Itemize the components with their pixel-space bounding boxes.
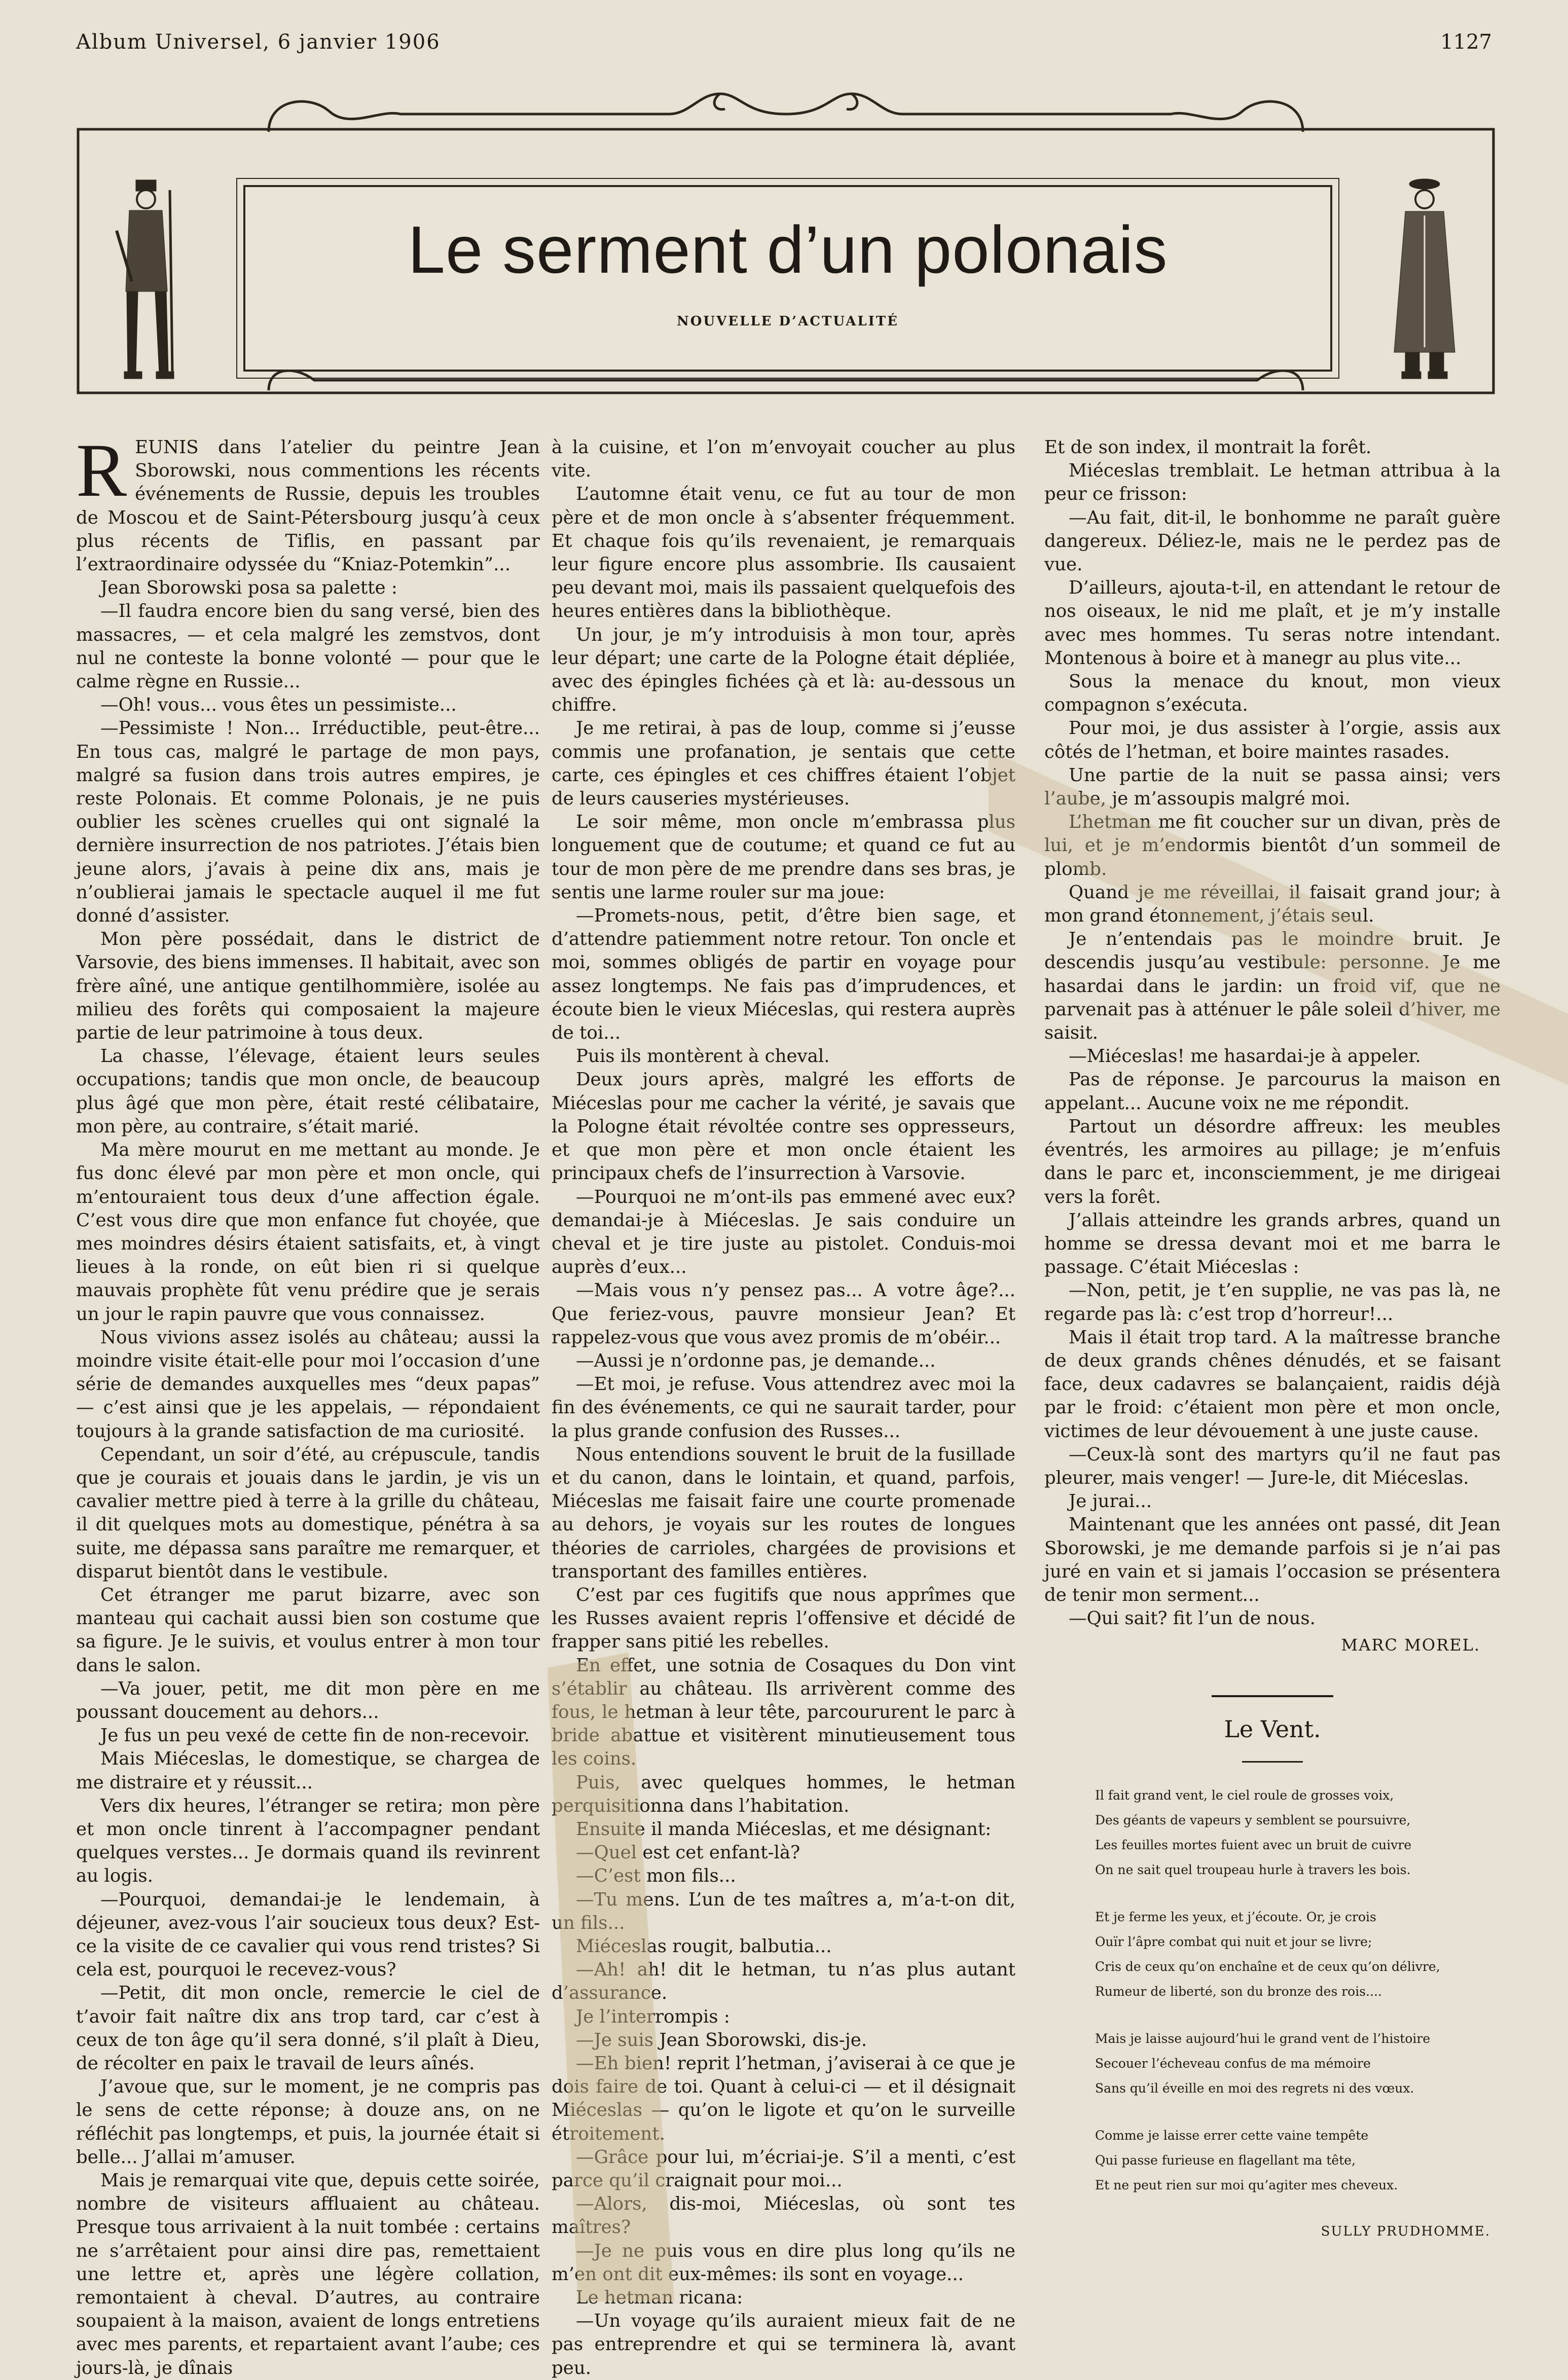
paragraph: Une partie de la nuit se passa ainsi; vers l’aube, je m’assoupis malgré moi.: [1044, 764, 1501, 810]
paragraph: Nous vivions assez isolés au château; aussi la moindre visite était-elle pour moi l’occasion d’une série de demandes auxquelles mes “deux papas” — c’est ainsi que je les appelais, — répondaient toujours à la grande satisfaction de ma curiosité.: [76, 1327, 540, 1442]
page-number: 1127: [1440, 30, 1492, 54]
poem-stanza: [1095, 1783, 1501, 1882]
title-ornament-panel: [76, 84, 1496, 398]
poem-title-rule: [1242, 1761, 1303, 1763]
paragraph: Je n’entendais pas le moindre bruit. Je descendis jusqu’au vestibule: personne. Je me hasardai dans le jardin: un froid vif, que ne parvenait pas à atténuer le pâle soleil d’hiver, me saisit.: [1044, 929, 1501, 1044]
paragraph: Mais il était trop tard. A la maîtresse branche de deux grands chênes dénudés, et se faisant face, deux cadavres se balançaient, raidis déjà par le froid: c’étaient mon père et mon oncle, victimes de leur dévouement à une juste cause.: [1044, 1327, 1501, 1442]
paragraph: Le soir même, mon oncle m’embrassa plus longuement que de coutume; et quand ce fut au tour de mon père de me prendre dans ses bras, je sentis une larme rouler sur ma joue:: [552, 812, 1015, 903]
paragraph: Nous entendions souvent le bruit de la fusillade et du canon, dans le lointain, et quand, parfois, Miéceslas me faisait faire une courte promenade au dehors, je voyais sur les routes de longues théories de carrioles, chargées de provisions et transportant des familles entières.: [552, 1444, 1015, 1582]
story-author: MARC MOREL.: [1341, 1635, 1480, 1655]
paragraph: —Je ne puis vous en dire plus long qu’ils ne m’en ont dit eux-mêmes: ils sont en voyage...: [552, 2240, 1015, 2285]
poem-stanza: [1095, 2026, 1501, 2101]
paragraph: —Ceux-là sont des martyrs qu’il ne faut pas pleurer, mais venger! — Jure-le, dit Miéceslas.: [1044, 1444, 1501, 1488]
poem-line: Qui passe furieuse en flagellant ma tête,: [1095, 2152, 1356, 2168]
paragraph: Partout un désordre affreux: les meubles éventrés, les armoires au pillage; je m’enfuis dans le parc et, inconsciemment, je me dirigeai vers la forêt.: [1044, 1116, 1501, 1207]
paragraph: —Petit, dit mon oncle, remercie le ciel de t’avoir fait naître dix ans trop tard, car c’est à ceux de ton âge qu’il sera donné, s’il plaît à Dieu, de récolter en paix le travail de leurs aînés.: [76, 1983, 540, 2074]
title-box: [243, 185, 1332, 372]
paragraph: —Ah! ah! dit le hetman, tu n’as plus autant d’assurance.: [552, 1959, 1015, 2004]
paragraph: Puis ils montèrent à cheval.: [576, 1046, 830, 1067]
paragraph: L’automne était venu, ce fut au tour de mon père et de mon oncle à s’absenter fréquemment. Et chaque fois qu’ils revenaient, je remarquais leur figure encore plus assombrie. Ils causaient peu devant moi, mais ils passaient quelquefois des heures entières dans la bibliothèque.: [552, 484, 1015, 622]
article-column-2: [552, 436, 1015, 2378]
paragraph: J’avoue que, sur le moment, je ne compris pas le sens de cette réponse; à douze ans, on ne réfléchit pas longtemps, et puis, la journée était si belle... J’allai m’amuser.: [76, 2076, 540, 2168]
paragraph: —Alors, dis-moi, Miéceslas, où sont tes maîtres?: [552, 2193, 1015, 2238]
article-column-3: [1044, 436, 1501, 2261]
paragraph: Mon père possédait, dans le district de Varsovie, des biens immenses. Il habitait, avec son frère aîné, une antique gentilhommière, isolée au milieu des forêts qui composaient la majeure partie de leur patrimoine à tous deux.: [76, 929, 540, 1044]
paragraph: REUNIS dans l’atelier du peintre Jean Sborowski, nous commentions les récents événements de Russie, depuis les troubles de Moscou et de Saint-Pétersbourg jusqu’à ceux plus récents de Tiflis, en passant par l’extraordinaire odyssée du “Kniaz-Potemkin”...: [76, 428, 540, 575]
paragraph: Cet étranger me parut bizarre, avec son manteau qui cachait aussi bien son costume que sa figure. Je le suivis, et voulus entrer à mon tour dans le salon.: [76, 1584, 540, 1676]
paragraph: Pour moi, je dus assister à l’orgie, assis aux côtés de l’hetman, et boire maintes rasades.: [1044, 718, 1501, 762]
paragraph: Quand je me réveillai, il faisait grand jour; à mon grand étonnement, j’étais seul.: [1044, 882, 1501, 927]
paragraph: —Pessimiste ! Non... Irréductible, peut-être... En tous cas, malgré le partage de mon pays, malgré sa fusion dans trois autres empires, je reste Polonais. Et comme Polonais, je ne puis oublier les scènes cruelles qui ont signalé la dernière insurrection de nos patriotes. J’étais bien jeune alors, j’avais à peine dix ans, mais je n’oublierai jamais le spectacle auquel il me fut donné d’assister.: [76, 718, 540, 927]
dropcap: R: [76, 428, 127, 512]
paragraph: En effet, une sotnia de Cosaques du Don vint s’établir au château. Ils arrivèrent comme des fous, le hetman à leur tête, parcoururent le parc à bride abattue et visitèrent minutieusement tous les coins.: [552, 1655, 1015, 1770]
poem-author: SULLY PRUDHOMME.: [1321, 2223, 1490, 2239]
paragraph: Pas de réponse. Je parcourus la maison en appelant... Aucune voix ne me répondit.: [1044, 1069, 1501, 1114]
paragraph: Le hetman ricana:: [576, 2287, 743, 2309]
page-title: Le serment d’un polonais: [408, 212, 1168, 287]
paragraph: —Je suis Jean Sborowski, dis-je.: [576, 2029, 867, 2051]
paragraph: —Qui sait? fit l’un de nous.: [1069, 1608, 1316, 1629]
poem-stanza: [1095, 2123, 1501, 2198]
paragraph: —Promets-nous, petit, d’être bien sage, et d’attendre patiemment notre retour. Ton oncle et moi, sommes obligés de partir en voyage pour assez longtemps. Ne fais pas d’imprudences, et écoute bien le vieux Miéceslas, qui restera auprès de toi...: [552, 905, 1015, 1044]
paragraph: —Grâce pour lui, m’écriai-je. S’il a menti, c’est parce qu’il craignait pour moi...: [552, 2146, 1015, 2191]
paragraph: —Va jouer, petit, me dit mon père en me poussant doucement au dehors...: [76, 1678, 540, 1723]
paragraph: —Non, petit, je t’en supplie, ne vas pas là, ne regarde pas là: c’est trop d’horreur!...: [1044, 1280, 1501, 1325]
paragraph: —Mais vous n’y pensez pas... A votre âge?... Que feriez-vous, pauvre monsieur Jean? Et rappelez-vous que vous avez promis de m’obéir...: [552, 1280, 1015, 1348]
poem-line: On ne sait quel troupeau hurle à travers les bois.: [1095, 1862, 1411, 1877]
poem-line: Les feuilles mortes fuient avec un bruit de cuivre: [1095, 1837, 1412, 1852]
paragraph: C’est par ces fugitifs que nous apprîmes que les Russes avaient repris l’offensive et décidé de frapper sans pitié les rebelles.: [552, 1584, 1015, 1653]
paragraph: —Oh! vous... vous êtes un pessimiste...: [100, 694, 457, 716]
poem-line: Rumeur de liberté, son du bronze des rois....: [1095, 1984, 1382, 1999]
paragraph: —Aussi je n’ordonne pas, je demande...: [576, 1350, 936, 1371]
paragraph: Un jour, je m’y introduisis à mon tour, après leur départ; une carte de la Pologne était dépliée, avec des épingles fichées çà et là: au-dessous un chiffre.: [552, 624, 1015, 716]
paragraph: Je me retirai, à pas de loup, comme si j’eusse commis une profanation, je sentais que cette carte, ces épingles et ces chiffres étaient l’objet de leurs causeries mystérieuses.: [552, 718, 1015, 810]
paragraph: Et de son index, il montrait la forêt.: [1044, 437, 1372, 458]
poem-line: Ouïr l’âpre combat qui nuit et jour se livre;: [1095, 1934, 1372, 1949]
running-head: [76, 30, 1492, 61]
paragraph: Je fus un peu vexé de cette fin de non-recevoir.: [100, 1725, 530, 1746]
paragraph: —Tu mens. L’un de tes maîtres a, m’a-t-on dit, un fils...: [552, 1889, 1015, 1933]
article-column-1: [76, 428, 540, 2378]
paragraph: —Pourquoi ne m’ont-ils pas emmené avec eux? demandai-je à Miéceslas. Je sais conduire un cheval et je tire juste au pistolet. Conduis-moi auprès d’eux...: [552, 1186, 1015, 1278]
paragraph: Cependant, un soir d’été, au crépuscule, tandis que je courais et jouais dans le jardin, je vis un cavalier mettre pied à terre à la grille du château, il dit quelques mots au domestique, pénétra à sa suite, me dépassa sans paraître me remarquer, et disparut bientôt dans le vestibule.: [76, 1444, 540, 1582]
poem-line: Mais je laisse aujourd’hui le grand vent de l’histoire: [1095, 2031, 1431, 2046]
paragraph: J’allais atteindre les grands arbres, quand un homme se dressa devant moi et me barra le passage. C’était Miéceslas :: [1044, 1210, 1501, 1278]
poem-line: Secouer l’écheveau confus de ma mémoire: [1095, 2056, 1371, 2071]
paragraph: D’ailleurs, ajouta-t-il, en attendant le retour de nos oiseaux, le nid me plaît, et je m’y installe avec mes hommes. Tu seras notre intendant. Montenous à boire et à manegr au plus vite...: [1044, 577, 1501, 669]
paragraph: —Au fait, dit-il, le bonhomme ne paraît guère dangereux. Déliez-le, mais ne le perdez pas de vue.: [1044, 507, 1501, 575]
paragraph: Je jurai...: [1069, 1491, 1152, 1512]
section-divider: [1212, 1695, 1333, 1697]
paragraph: —C’est mon fils...: [576, 1865, 736, 1887]
paragraph: Ma mère mourut en me mettant au monde. Je fus donc élevé par mon père et mon oncle, qui m’entouraient tous deux d’une affection égale. C’est vous dire que mon enfance fut choyée, que mes moindres désirs étaient satisfaits, et, à vingt lieues à la ronde, on eût bien ri si quelque mauvais prophète fût venu prédire que je serais un jour le rapin pauvre que vous connaissez.: [76, 1140, 540, 1325]
poem-line: Et je ferme les yeux, et j’écoute. Or, je crois: [1095, 1909, 1376, 1924]
paragraph: Vers dix heures, l’étranger se retira; mon père et mon oncle tinrent à l’accompagner pendant quelques verstes... Je dormais quand ils revinrent au logis.: [76, 1795, 540, 1887]
story-subtitle: NOUVELLE D’ACTUALITÉ: [677, 314, 899, 329]
soldier-illustration-right: [1374, 170, 1475, 388]
paragraph: —Pourquoi, demandai-je le lendemain, à déjeuner, avez-vous l’air soucieux tous deux? Est-ce la visite de ce cavalier qui vous rend tristes? Si cela est, pourquoi le recevez-vous?: [76, 1889, 540, 1981]
running-head-publication: Album Universel, 6 janvier 1906: [76, 30, 441, 54]
paragraph: Miéceslas rougit, balbutia...: [576, 1936, 832, 1957]
paragraph: Miéceslas tremblait. Le hetman attribua à la peur ce frisson:: [1044, 460, 1501, 505]
poem-line: Des géants de vapeurs y semblent se poursuivre,: [1095, 1812, 1411, 1827]
poem-line: Et ne peut rien sur moi qu’agiter mes cheveux.: [1095, 2177, 1398, 2192]
paragraph: —Et moi, je refuse. Vous attendrez avec moi la fin des événements, ce qui ne saurait tarder, pour la plus grande confusion des Russes...: [552, 1374, 1015, 1442]
poem-line: Sans qu’il éveille en moi des regrets ni des vœux.: [1095, 2080, 1414, 2096]
paragraph: —Il faudra encore bien du sang versé, bien des massacres, — et cela malgré les zemstvos, dont nul ne conteste la bonne volonté — pour que le calme règne en Russie...: [76, 601, 540, 692]
paragraph: —Miéceslas! me hasardai-je à appeler.: [1069, 1046, 1421, 1067]
paragraph: Jean Sborowski posa sa palette :: [100, 577, 397, 599]
paragraph: Puis, avec quelques hommes, le hetman perquisitionna dans l’habitation.: [552, 1772, 1015, 1816]
paragraph: —Eh bien! reprit l’hetman, j’aviserai à ce que je dois faire de toi. Quant à celui-ci — et il désignait Miéceslas — qu’on le ligote et qu’on le surveille étroitement.: [552, 2053, 1015, 2144]
paragraph: Deux jours après, malgré les efforts de Miéceslas pour me cacher la vérité, je savais que la Pologne était révoltée contre ses oppresseurs, et que mon père et mon oncle étaient les principaux chefs de l’insurrection à Varsovie.: [552, 1069, 1015, 1184]
paragraph: Mais Miéceslas, le domestique, se chargea de me distraire et y réussit...: [76, 1748, 540, 1793]
paragraph: à la cuisine, et l’on m’envoyait coucher au plus vite.: [552, 437, 1015, 482]
paragraph: Maintenant que les années ont passé, dit Jean Sborowski, je me demande parfois si je n’ai pas juré en vain et si jamais l’occasion se présentera de tenir mon serment...: [1044, 1514, 1501, 1605]
poem-line: Comme je laisse errer cette vaine tempête: [1095, 2128, 1369, 2143]
poem-line: Il fait grand vent, le ciel roule de grosses voix,: [1095, 1787, 1394, 1803]
paragraph: L’hetman me fit coucher sur un divan, près de lui, et je m’endormis bientôt d’un sommeil de plomb.: [1044, 812, 1501, 880]
poem-title: Le Vent.: [1224, 1715, 1321, 1743]
paragraph: La chasse, l’élevage, étaient leurs seules occupations; tandis que mon oncle, de beaucoup plus âgé que mon père, était resté célibataire, mon père, au contraire, s’était marié.: [76, 1046, 540, 1137]
paragraph: Mais je remarquai vite que, depuis cette soirée, nombre de visiteurs affluaient au château. Presque tous arrivaient à la nuit tombée : certains ne s’arrêtaient pour ainsi dire pas, remettaient une lettre et, après une légère collation, remontaient à cheval. D’autres, au contraire soupaient à la maison, avaient de longs entretiens avec mes parents, et repartaient avant l’aube; ces jours-là, je dînais: [76, 2170, 540, 2378]
paragraph: Ensuite il manda Miéceslas, et me désignant:: [576, 1818, 992, 1840]
poem-stanza: [1095, 1905, 1501, 2004]
paragraph: Sous la menace du knout, mon vieux compagnon s’exécuta.: [1044, 671, 1501, 716]
paragraph: —Quel est cet enfant-là?: [576, 1842, 800, 1863]
paragraph: —Un voyage qu’ils auraient mieux fait de ne pas entreprendre et qui se terminera là, avant peu.: [552, 2311, 1015, 2378]
poem-line: Cris de ceux qu’on enchaîne et de ceux qu’on délivre,: [1095, 1959, 1440, 1974]
soldier-illustration-left: [96, 170, 198, 388]
paragraph: Je l’interrompis :: [576, 2006, 730, 2027]
